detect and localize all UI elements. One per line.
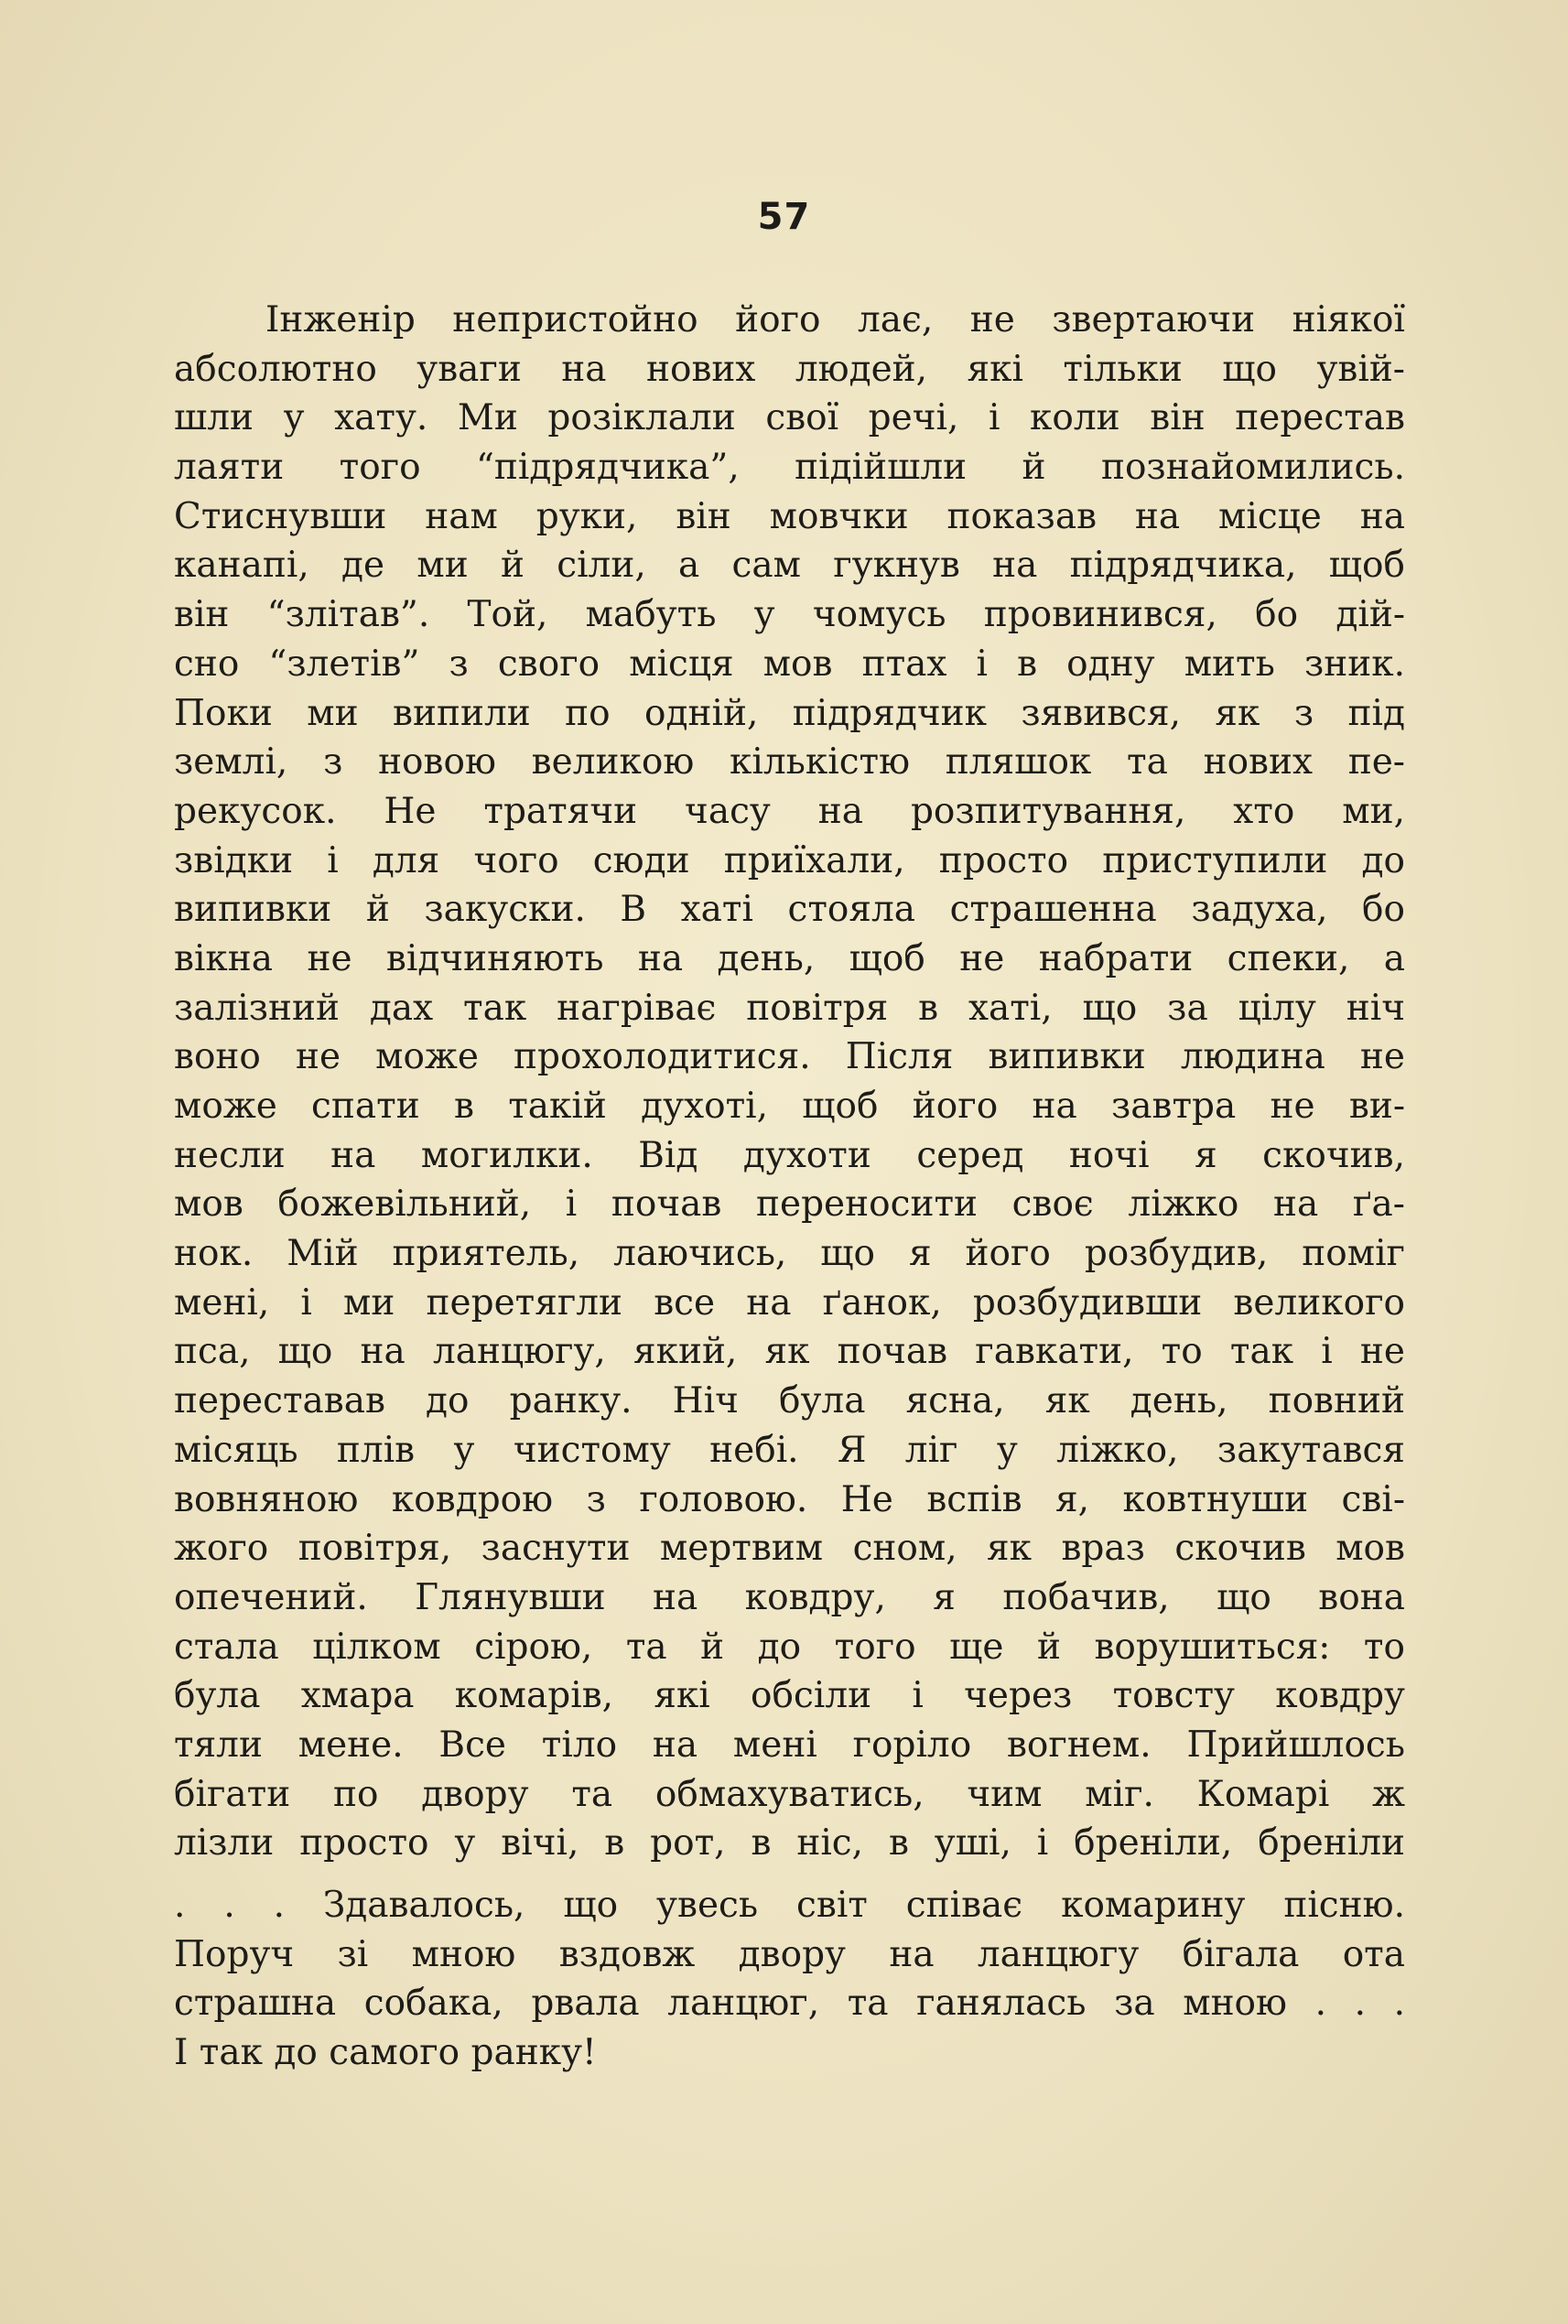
text-line: воно не може прохолодитися. Після випивки людина не <box>174 1036 1405 1078</box>
text-line: може спати в такій духоті, щоб його на завтра не ви- <box>174 1086 1405 1127</box>
text-line: пса, що на ланцюгу, який, як почав гавкати, то так і не <box>174 1331 1405 1373</box>
text-line: І так до самого ранку! <box>174 2032 597 2074</box>
text-line: нок. Мій приятель, лаючись, що я його розбудив, поміг <box>174 1233 1405 1275</box>
page-number: 57 <box>757 196 811 238</box>
text-line: тяли мене. Все тіло на мені горіло вогнем. Прийшлось <box>174 1724 1405 1766</box>
text-line: вовняною ковдрою з головою. Не вспів я, ковтнуши сві- <box>174 1478 1405 1520</box>
text-line: лаяти того “підрядчика”, підійшли й познайомились. <box>174 447 1405 489</box>
text-line: вікна не відчиняють на день, щоб не набрати спеки, а <box>174 937 1405 979</box>
text-line: несли на могилки. Від духоти серед ночі я скочив, <box>174 1134 1405 1176</box>
text-line: сно “злетів” з свого місця мов птах і в одну мить зник. <box>174 643 1405 685</box>
text-line: Інженір непристойно його лає, не звертаючи ніякої <box>265 299 1405 340</box>
text-line: опечений. Глянувши на ковдру, я побачив, що вона <box>174 1576 1405 1618</box>
text-line: він “злітав”. Той, мабуть у чомусь провинився, бо дій- <box>174 594 1405 636</box>
text-line: рекусок. Не тратячи часу на розпитування, хто ми, <box>174 790 1405 832</box>
text-line: . . . Здавалось, що увесь світ співає комарину пісню. <box>174 1885 1405 1926</box>
text-line: стала цілком сірою, та й до того ще й ворушиться: то <box>174 1626 1405 1668</box>
text-line: мені, і ми перетягли все на ґанок, розбудивши великого <box>174 1281 1405 1324</box>
body-text <box>174 296 1405 2078</box>
text-line: мов божевільний, і почав переносити своє ліжко на ґа- <box>174 1184 1405 1226</box>
text-line: жого повітря, заснути мертвим сном, як враз скочив мов <box>174 1528 1405 1570</box>
text-line: бігати по двору та обмахуватись, чим міг. Комарі ж <box>174 1773 1405 1815</box>
text-line: шли у хату. Ми розіклали свої речі, і коли він перестав <box>174 397 1405 439</box>
text-line: землі, з новою великою кількістю пляшок та нових пе- <box>174 741 1405 784</box>
text-line: залізний дах так нагріває повітря в хаті, що за цілу ніч <box>174 987 1405 1029</box>
text-line: абсолютно уваги на нових людей, які тільки що увій- <box>174 348 1405 390</box>
text-line: місяць плів у чистому небі. Я ліг у ліжко, закутався <box>174 1429 1405 1471</box>
text-line: була хмара комарів, які обсіли і через товсту ковдру <box>174 1675 1405 1717</box>
text-line: Стиснувши нам руки, він мовчки показав на місце на <box>174 495 1405 537</box>
text-line: канапі, де ми й сіли, а сам гукнув на підрядчика, щоб <box>174 545 1405 587</box>
text-line: Поруч зі мною вздовж двору на ланцюгу бігала ота <box>174 1933 1405 1975</box>
text-line: переставав до ранку. Ніч була ясна, як день, повний <box>174 1380 1405 1422</box>
text-line: лізли просто у вічі, в рот, в ніс, в уші, і бреніли, бреніли <box>174 1822 1405 1865</box>
text-line: Поки ми випили по одній, підрядчик зявився, як з під <box>174 692 1405 734</box>
text-line: страшна собака, рвала ланцюг, та ганялась за мною . . . <box>174 1983 1405 2025</box>
text-line: випивки й закуски. В хаті стояла страшенна задуха, бо <box>174 889 1405 931</box>
text-line: звідки і для чого сюди приїхали, просто приступили до <box>174 839 1405 881</box>
